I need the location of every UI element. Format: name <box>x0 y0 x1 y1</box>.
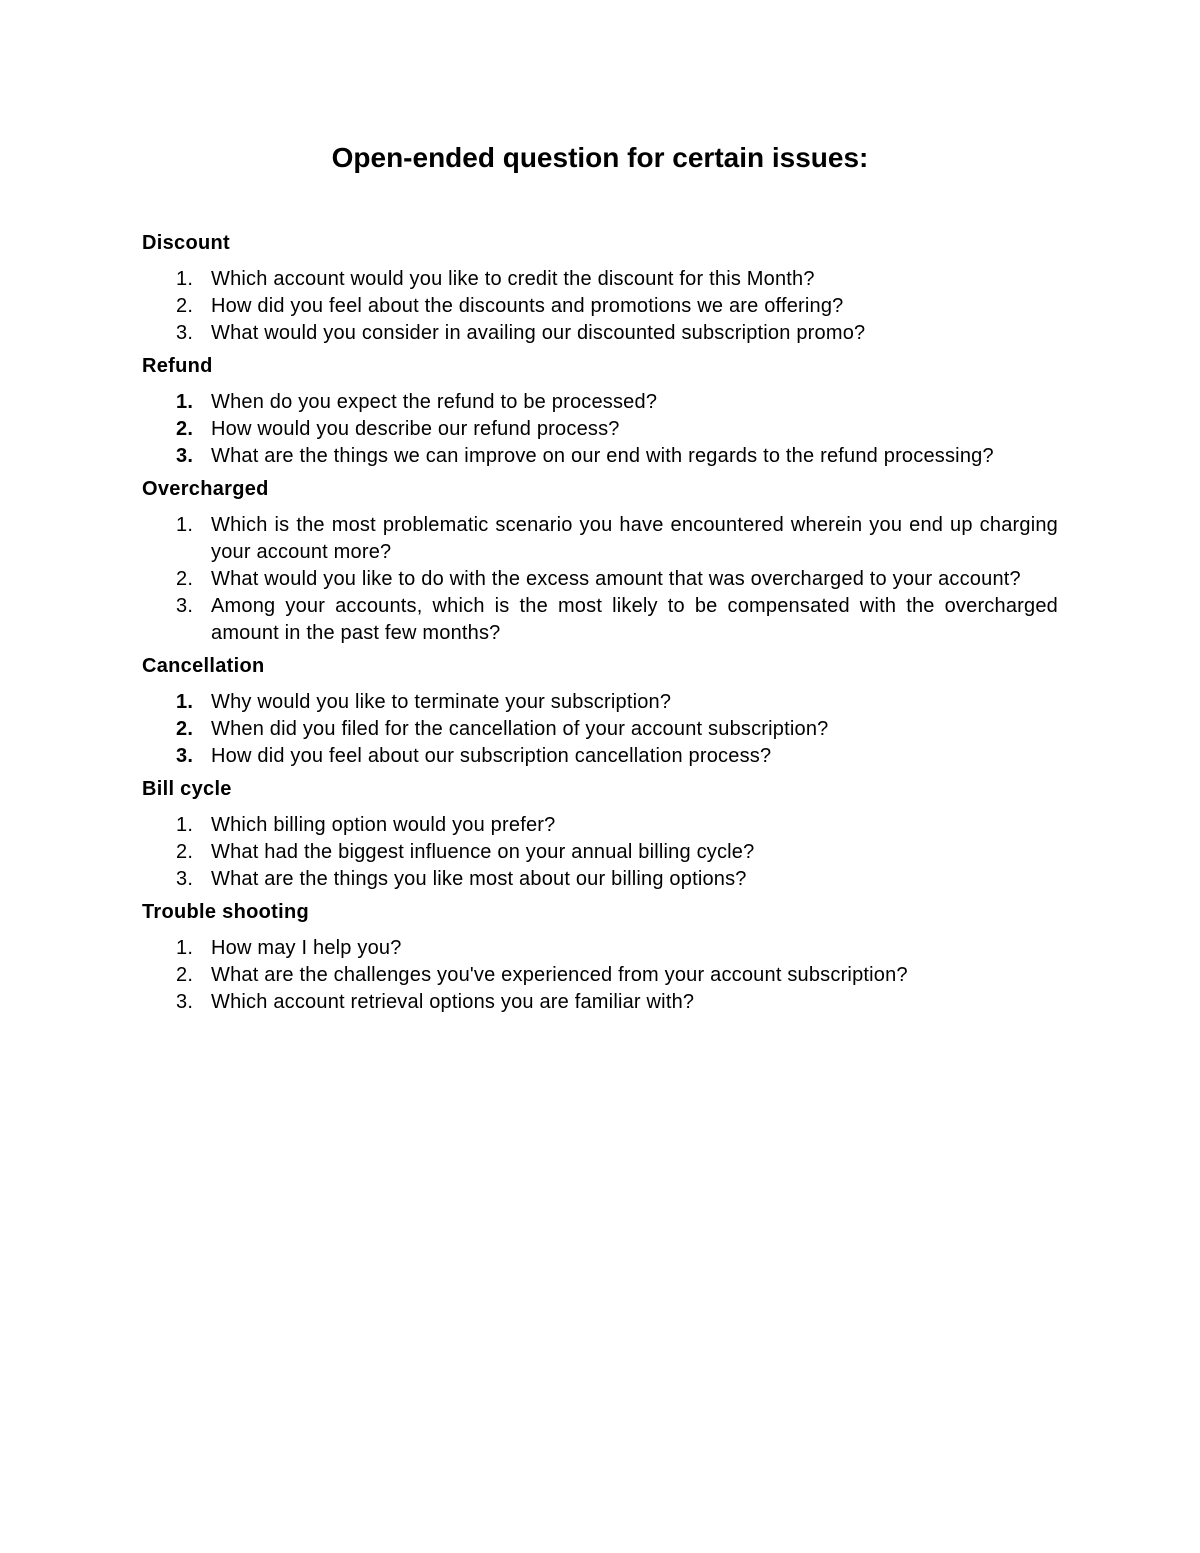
list-item <box>142 443 1058 470</box>
question-number: 3. <box>176 445 194 467</box>
question-text: Why would you like to terminate your subscription? <box>211 691 672 713</box>
question-number: 3. <box>176 868 194 890</box>
question-number: 3. <box>176 322 194 344</box>
question-number: 1. <box>176 514 194 536</box>
question-number: 3. <box>176 595 194 617</box>
question-list <box>142 266 1058 347</box>
list-item <box>142 389 1058 416</box>
question-text: When do you expect the refund to be processed? <box>211 391 658 413</box>
question-list <box>142 935 1058 1016</box>
list-item <box>142 839 1058 866</box>
question-list <box>142 689 1058 770</box>
question-list <box>142 812 1058 893</box>
question-text: What are the challenges you've experienced from your account subscription? <box>211 964 908 986</box>
question-text: Which account retrieval options you are familiar with? <box>211 991 695 1013</box>
list-item <box>142 266 1058 293</box>
question-number: 2. <box>176 568 194 590</box>
list-item <box>142 593 1058 647</box>
section-discount <box>142 230 1058 347</box>
list-item <box>142 416 1058 443</box>
list-item <box>142 566 1058 593</box>
section-heading: Bill cycle <box>142 778 232 800</box>
list-item <box>142 812 1058 839</box>
question-text: How did you feel about the discounts and promotions we are offering? <box>211 295 844 317</box>
list-item <box>142 962 1058 989</box>
document-title: Open-ended question for certain issues: <box>331 142 869 173</box>
question-list <box>142 512 1058 647</box>
list-item <box>142 320 1058 347</box>
question-text: How would you describe our refund process? <box>211 418 620 440</box>
question-number: 1. <box>176 391 194 413</box>
section-overcharged <box>142 476 1058 647</box>
list-item <box>142 935 1058 962</box>
section-heading: Overcharged <box>142 478 269 500</box>
list-item <box>142 989 1058 1016</box>
question-text: Among your accounts, which is the most likely to be compensated with the overcharged amount in the past few months? <box>211 595 1058 644</box>
question-number: 1. <box>176 268 194 290</box>
question-text: Which account would you like to credit the discount for this Month? <box>211 268 815 290</box>
section-bill-cycle <box>142 776 1058 893</box>
question-text: What are the things you like most about our billing options? <box>211 868 747 890</box>
section-heading: Trouble shooting <box>142 901 310 923</box>
question-text: When did you filed for the cancellation of your account subscription? <box>211 718 829 740</box>
question-number: 3. <box>176 745 194 767</box>
list-item <box>142 689 1058 716</box>
question-text: How may I help you? <box>211 937 402 959</box>
question-sections <box>142 230 1058 1022</box>
question-number: 2. <box>176 841 194 863</box>
list-item <box>142 743 1058 770</box>
section-cancellation <box>142 653 1058 770</box>
question-number: 1. <box>176 814 194 836</box>
list-item <box>142 293 1058 320</box>
section-heading: Discount <box>142 232 230 254</box>
section-heading: Refund <box>142 355 213 377</box>
section-refund <box>142 353 1058 470</box>
question-number: 2. <box>176 295 194 317</box>
question-number: 1. <box>176 937 194 959</box>
list-item <box>142 512 1058 566</box>
list-item <box>142 716 1058 743</box>
question-text: What would you consider in availing our discounted subscription promo? <box>211 322 866 344</box>
question-number: 2. <box>176 964 194 986</box>
question-list <box>142 389 1058 470</box>
question-text: Which billing option would you prefer? <box>211 814 556 836</box>
section-heading: Cancellation <box>142 655 265 677</box>
question-number: 2. <box>176 418 194 440</box>
question-text: What would you like to do with the excess amount that was overcharged to your account? <box>211 568 1021 590</box>
question-text: Which is the most problematic scenario you have encountered wherein you end up charging your account more? <box>211 514 1058 563</box>
question-text: What are the things we can improve on our end with regards to the refund processing? <box>211 445 994 467</box>
question-number: 2. <box>176 718 194 740</box>
question-number: 1. <box>176 691 194 713</box>
question-text: What had the biggest influence on your annual billing cycle? <box>211 841 755 863</box>
section-trouble-shooting <box>142 899 1058 1016</box>
list-item <box>142 866 1058 893</box>
question-text: How did you feel about our subscription cancellation process? <box>211 745 772 767</box>
question-number: 3. <box>176 991 194 1013</box>
